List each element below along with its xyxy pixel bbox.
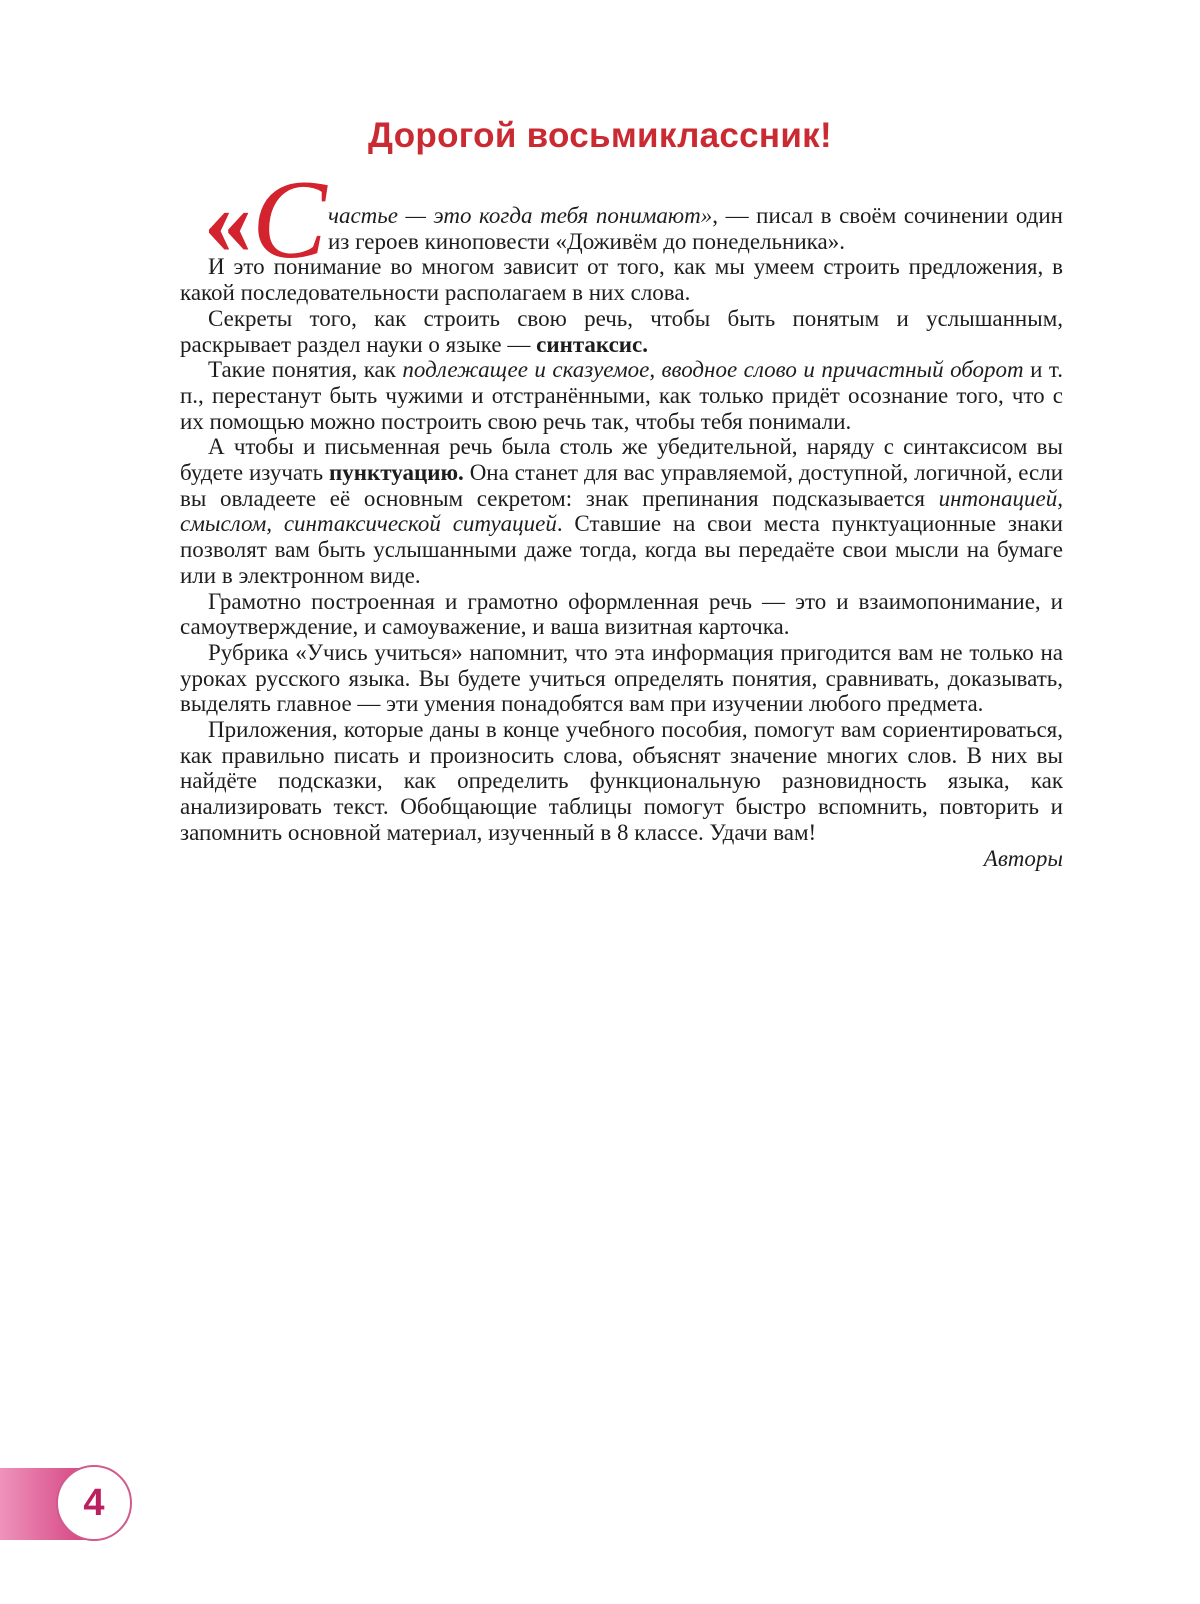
drop-cap-letter: С bbox=[252, 158, 327, 282]
text-run: Она станет для вас управляемой, доступной, логичной, если вы овладеете её основным секретом: знак препинания подсказывается bbox=[180, 460, 1063, 511]
text-run: интонацией, смыслом, синтаксической ситуацией bbox=[180, 485, 1063, 537]
page-number: 4 bbox=[83, 1482, 105, 1524]
text-run: И это понимание во многом зависит от того, как мы умеем строить предложения, в какой последовательности располагаем в них слова. bbox=[180, 254, 1063, 306]
paragraph-8 bbox=[180, 717, 1063, 846]
text-run: Грамотно построенная и грамотно оформленная речь — это и взаимопонимание, и самоутверждение, и самоуважение, и ваша визитная карточка. bbox=[180, 588, 1063, 640]
page-number-badge bbox=[0, 1465, 135, 1543]
text-run: Рубрика «Учись учиться» напомнит, что эта информация пригодится вам не только на уроках русского языка. Вы будете учиться определять понятия, сравнивать, доказывать, выделять главное — эти умения понадобятся вам при изучении любого предмета. bbox=[180, 639, 1063, 717]
text-run: частье — это когда тебя понимают» bbox=[328, 203, 713, 228]
paragraph-text bbox=[180, 357, 1063, 433]
paragraph-text bbox=[328, 203, 1063, 254]
text-run: пунктуацию. bbox=[329, 460, 464, 486]
text-run: Секреты того, как строить свою речь, чтобы быть понятым и услышанным, раскрывает раздел науки о языке — bbox=[180, 305, 1063, 357]
drop-cap-graphic bbox=[180, 158, 330, 282]
page-number-circle bbox=[56, 1465, 132, 1541]
page-title: Дорогой восьмиклассник! bbox=[368, 116, 832, 155]
paragraph-4 bbox=[180, 357, 1063, 434]
paragraph-text bbox=[180, 306, 1063, 357]
text-run: синтаксис. bbox=[536, 331, 648, 357]
drop-cap-open-quote: « bbox=[204, 167, 252, 274]
text-run: А чтобы и письменная речь была столь же убедительной, наряду с синтаксисом вы будете изучать bbox=[180, 434, 1063, 486]
text-run: . Ставшие на свои места пунктуационные знаки позволят вам быть услышанными даже тогда, когда вы передаёте свои мысли на бумаге или в электронном виде. bbox=[180, 511, 1063, 588]
paragraph-text bbox=[180, 717, 1063, 845]
paragraph-7 bbox=[180, 640, 1063, 717]
text-run: и т. п., перестанут быть чужими и отстранёнными, как только придёт осознание того, что с их помощью можно построить свою речь так, чтобы тебя понимали. bbox=[180, 357, 1063, 434]
paragraph-3 bbox=[180, 306, 1063, 357]
text-run: подлежащее и сказуемое, вводное слово и причастный оборот bbox=[402, 357, 1024, 383]
authors-signature: Авторы bbox=[983, 845, 1063, 871]
text-run: Такие понятия, как bbox=[208, 357, 403, 383]
drop-cap bbox=[180, 158, 328, 282]
paragraph-text bbox=[180, 434, 1063, 588]
body-text bbox=[180, 158, 1063, 871]
paragraph-5 bbox=[180, 434, 1063, 588]
paragraph-text bbox=[180, 589, 1063, 640]
text-run: Приложения, которые даны в конце учебного пособия, помогут вам сориентироваться, как правильно писать и произносить слова, объяснят значение многих слов. В них вы найдёте подсказки, как определить функциональную разновидность языка, как анализировать текст. Обобщающие таблицы помогут быстро вспомнить, повторить и запомнить основной материал, изученный в 8 классе. Удачи вам! bbox=[180, 717, 1063, 845]
text-run: , — писал в своём сочинении один из героев киноповести «Доживём до понедельника». bbox=[328, 203, 1063, 254]
paragraph-text bbox=[180, 640, 1063, 716]
paragraph-6 bbox=[180, 589, 1063, 640]
